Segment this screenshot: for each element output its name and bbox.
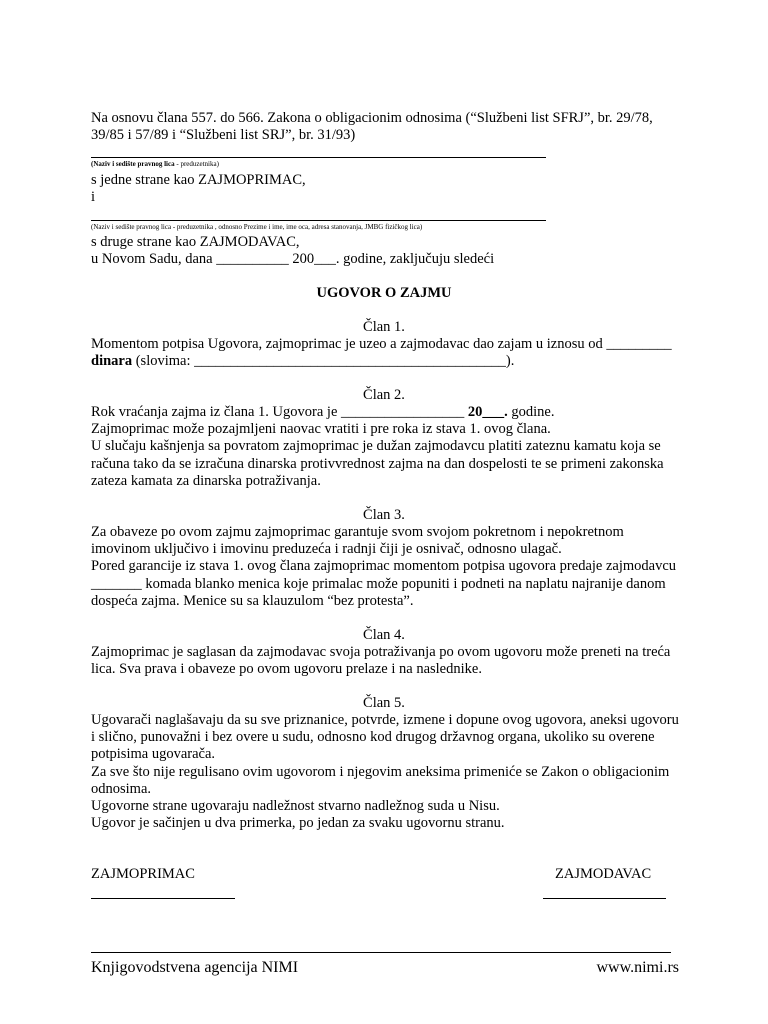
- clan5-line-1: Ugovarači naglašavaju da su sve priznanice, potvrde, izmene i dopune ovog ugovora, aneksi ugovoru: [91, 712, 679, 728]
- party2-caption: (Naziv i sedište pravnog lica - preduzetnika , odnosno Prezime i ime, ime oca, adresa stanovanja, JMBG fizičkog lica): [91, 223, 423, 231]
- footer-website: www.nimi.rs: [596, 959, 679, 976]
- clan2-deadline-text: Rok vraćanja zajma iz člana 1. Ugovora je _________________: [91, 404, 468, 420]
- clan4-body: [91, 644, 691, 678]
- clan5-heading: Član 5.: [363, 695, 405, 711]
- signature-label-borrower: ZAJMOPRIMAC: [91, 866, 195, 882]
- clan5-line-4: Za sve što nije regulisano ovim ugovorom i njegovim aneksima primeniće se Zakon o obligacionim: [91, 763, 670, 780]
- contract-title: UGOVOR O ZAJMU: [316, 285, 452, 301]
- intro-paragraph: [91, 110, 691, 144]
- clan3-line-4: _______ komada blanko menica koje primalac može popuniti i podneti na naplatu najranije danom: [91, 575, 666, 592]
- signature-line-lender: [543, 898, 666, 899]
- clan2-year-suffix: godine.: [507, 404, 555, 420]
- clan5-line-5: odnosima.: [91, 780, 152, 797]
- party2-blank-line: [91, 220, 546, 221]
- party1-block: [91, 172, 691, 206]
- party2-role: s druge strane kao ZAJMODAVAC,: [91, 234, 300, 250]
- signature-label-lender: ZAJMODAVAC: [555, 866, 652, 882]
- clan2-heading: Član 2.: [363, 387, 405, 403]
- clan3-heading: Član 3.: [363, 507, 405, 523]
- intro-line-2: 39/85 i 57/89 i “Službeni list SRJ”, br. 31/93): [91, 127, 356, 144]
- clan5-line-6: Ugovorne strane ugovaraju nadležnost stvarno nadležnog suda u Nisu.: [91, 798, 500, 815]
- signature-line-borrower: [91, 898, 235, 899]
- clan1-line-1: Momentom potpisa Ugovora, zajmoprimac je uzeo a zajmodavac dao zajam u iznosu od _________: [91, 336, 672, 352]
- clan4-line-1: Zajmoprimac je saglasan da zajmodavac svoja potraživanja po ovom ugovoru može preneti na treća: [91, 644, 671, 660]
- clan4-line-2: lica. Sva prava i obaveze po ovom ugovoru prelaze i na naslednike.: [91, 661, 482, 678]
- clan2-line-4: računa tako da se izračuna dinarska protivvrednost zajma na dan dospelosti te se primeni zakonska: [91, 455, 664, 472]
- clan5-body: [91, 712, 691, 832]
- party1-conjunction: i: [91, 189, 96, 206]
- party1-caption-rest: - preduzetnika): [174, 160, 219, 168]
- party1-role: s jedne strane kao ZAJMOPRIMAC,: [91, 172, 306, 188]
- clan3-line-2: imovinom uključivo i imovinu preduzeća i radnji čiji je osnivač, odnosno ulagač.: [91, 541, 562, 558]
- clan3-body: [91, 524, 691, 610]
- contract-date-line: u Novom Sadu, dana __________ 200___. godine, zaključuju sledeći: [91, 251, 495, 268]
- clan2-line-5: zateza kamata za dinarska potraživanja.: [91, 472, 321, 489]
- clan3-line-1: Za obaveze po ovom zajmu zajmoprimac garantuje svom svojom pokretnom i nepokretnom: [91, 524, 624, 540]
- clan1-heading: Član 1.: [363, 319, 405, 335]
- clan5-line-3: potpisima ugovarača.: [91, 746, 216, 763]
- footer-company: Knjigovodstvena agencija NIMI: [91, 959, 299, 976]
- party1-blank-line: [91, 157, 546, 158]
- clan1-currency: dinara: [91, 353, 133, 370]
- clan2-line-2: Zajmoprimac može pozajmljeni naovac vratiti i pre roka iz stava 1. ovog člana.: [91, 421, 551, 438]
- clan3-line-3: Pored garancije iz stava 1. ovog člana zajmoprimac momentom potpisa ugovora predaje zajmodavcu: [91, 558, 677, 575]
- clan2-line-3: U slučaju kašnjenja sa povratom zajmoprimac je dužan zajmodavcu platiti zateznu kamatu koja se: [91, 438, 661, 455]
- clan4-heading: Član 4.: [363, 627, 405, 643]
- intro-line-1: Na osnovu člana 557. do 566. Zakona o obligacionim odnosima (“Službeni list SFRJ”, br. 29/78,: [91, 110, 653, 126]
- clan1-body: [91, 336, 691, 370]
- clan5-line-2: i slično, punovažni i bez overe u sudu, odnosno kod drugog državnog organa, ukoliko su overene: [91, 729, 655, 746]
- clan5-line-7: Ugovor je sačinjen u dva primerka, po jedan za svaku ugovornu stranu.: [91, 815, 505, 832]
- clan2-year-blank: 20___.: [467, 404, 508, 420]
- party1-caption-bold: (Naziv i sedište pravnog lica: [91, 160, 175, 168]
- footer-rule: [91, 952, 671, 953]
- clan2-body: [91, 404, 691, 490]
- party1-caption: [91, 160, 219, 168]
- clan1-line-2: [91, 353, 691, 370]
- clan3-line-5: dospeća zajma. Menice su sa klauzulom “bez protesta”.: [91, 592, 414, 609]
- clan1-amount-words: (slovima: ___________________________________________).: [132, 353, 515, 370]
- clan2-line-1: [91, 404, 691, 421]
- party2-block: [91, 234, 691, 268]
